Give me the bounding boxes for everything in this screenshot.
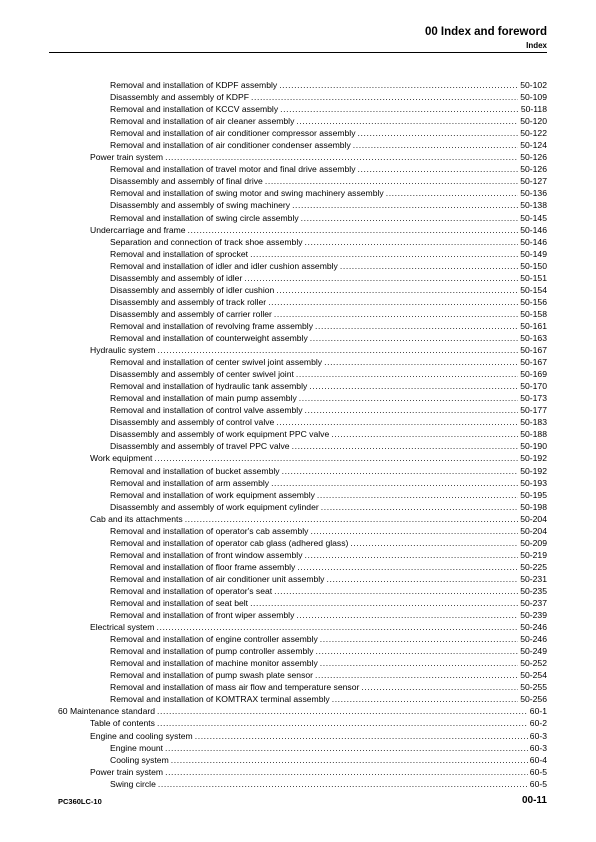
toc-leader-dots [188,224,519,236]
toc-entry-title: Removal and installation of KDPF assembly [110,80,278,90]
toc-entry-page: 50-136 [520,188,547,199]
toc-entry-title: Removal and installation of floor frame assembly [110,561,296,572]
toc-entry-title: 60 Maintenance standard [58,706,155,717]
toc-entry-title: Removal and installation of front wiper assembly [110,610,295,621]
toc-leader-dots [321,501,519,513]
toc-entry [58,212,547,224]
toc-entry-title: Removal and installation of center swivel joint assembly [110,357,323,368]
toc-entry [58,224,547,236]
toc-entry-title: Swing circle [110,778,156,789]
section-title: 00 Index and foreword [424,26,547,38]
toc-entry-title: Power train system [90,152,164,163]
toc-entry [58,248,547,260]
toc-entry-page: 50-255 [520,682,547,693]
toc-entry-page: 50-183 [520,417,547,428]
toc-entry [58,597,547,609]
toc-entry-title: Removal and installation of KOMTRAX terminal assembly [110,694,330,705]
toc-leader-dots [305,236,519,248]
toc-leader-dots [310,525,518,537]
toc-entry-page: 50-146 [520,236,547,247]
toc-entry-title: Electrical system [90,622,155,633]
toc-leader-dots [157,717,528,729]
toc-entry-page: 50-158 [520,308,547,319]
toc-entry-page: 50-193 [520,477,547,488]
toc-leader-dots [331,428,518,440]
toc-entry-page: 50-167 [520,345,547,356]
toc-entry-page: 50-145 [520,212,547,223]
toc-entry-title: Removal and installation of air cleaner assembly [110,116,295,127]
toc-entry [58,332,547,344]
toc-leader-dots [315,669,518,681]
toc-leader-dots [165,766,528,778]
toc-leader-dots [358,127,519,139]
toc-entry [58,766,547,778]
toc-entry-page: 50-252 [520,658,547,669]
toc-leader-dots [296,609,518,621]
toc-entry-title: Removal and installation of pump swash plate sensor [110,670,314,681]
toc-entry-page: 50-195 [520,489,547,500]
toc-entry-title: Removal and installation of air conditioner compressor assembly [110,128,356,139]
toc-entry-page: 60-5 [529,778,547,789]
toc-entry-page: 50-209 [520,537,547,548]
toc-entry-title: Separation and connection of track shoe assembly [110,236,303,247]
toc-entry-title: Removal and installation of hydraulic tank assembly [110,381,308,392]
toc-entry-title: Removal and installation of KCCV assembly [110,104,279,115]
toc-leader-dots [156,621,518,633]
toc-entry-title: Removal and installation of idler and idler cushion assembly [110,260,338,271]
toc-leader-dots [157,344,518,356]
toc-leader-dots [296,368,518,380]
toc-entry [58,404,547,416]
toc-entry-title: Disassembly and assembly of swing machinery [110,200,291,211]
toc-entry [58,549,547,561]
toc-entry-title: Removal and installation of swing motor and swing machinery assembly [110,188,384,199]
toc-entry [58,513,547,525]
toc-entry [58,368,547,380]
toc-leader-dots [274,585,518,597]
toc-entry-title: Disassembly and assembly of work equipment PPC valve [110,429,330,440]
toc-entry-page: 50-151 [520,272,547,283]
toc-entry-title: Removal and installation of seat belt [110,598,249,609]
toc-leader-dots [154,452,518,464]
toc-entry-title: Disassembly and assembly of idler cushion [110,284,275,295]
toc-entry [58,151,547,163]
toc-entry-page: 50-173 [520,393,547,404]
toc-leader-dots [324,356,518,368]
toc-leader-dots [326,573,518,585]
toc-entry-title: Hydraulic system [90,345,156,356]
toc-entry [58,717,547,729]
toc-leader-dots [310,332,518,344]
toc-entry [58,440,547,452]
toc-entry [58,308,547,320]
toc-entry-title: Disassembly and assembly of final drive [110,176,263,187]
toc-leader-dots [320,633,518,645]
toc-entry-page: 50-192 [520,453,547,464]
toc-entry-title: Removal and installation of counterweight assembly [110,332,308,343]
toc-leader-dots [279,79,518,91]
toc-entry-title: Undercarriage and frame [90,224,186,235]
toc-entry [58,260,547,272]
toc-entry-title: Removal and installation of bucket assembly [110,465,280,476]
toc-leader-dots [305,549,519,561]
toc-entry [58,525,547,537]
toc-entry-page: 50-161 [520,320,547,331]
toc-entry-page: 50-109 [520,92,547,103]
toc-entry-page: 50-219 [520,549,547,560]
toc-entry [58,79,547,91]
toc-leader-dots [165,151,518,163]
footer-page-number: 00-11 [521,795,547,806]
toc-entry-page: 50-149 [520,248,547,259]
toc-entry-title: Removal and installation of mass air flow and temperature sensor [110,682,360,693]
toc-entry-title: Disassembly and assembly of idler [110,272,243,283]
toc-entry [58,175,547,187]
toc-leader-dots [316,645,519,657]
toc-entry-page: 50-127 [520,176,547,187]
toc-leader-dots [195,730,528,742]
toc-leader-dots [271,477,518,489]
toc-entry [58,236,547,248]
toc-entry-title: Removal and installation of arm assembly [110,477,270,488]
toc-entry-page: 50-239 [520,610,547,621]
toc-entry [58,573,547,585]
toc-entry [58,657,547,669]
toc-entry [58,103,547,115]
toc-entry [58,669,547,681]
toc-entry [58,621,547,633]
toc-leader-dots [340,260,518,272]
toc-leader-dots [301,212,519,224]
toc-entry-page: 50-120 [520,116,547,127]
toc-entry-page: 50-126 [520,164,547,175]
toc-entry-page: 60-4 [529,754,547,765]
toc-entry-title: Cab and its attachments [90,513,183,524]
toc-entry-title: Removal and installation of revolving frame assembly [110,320,314,331]
table-of-contents [58,79,547,790]
toc-leader-dots [353,139,518,151]
toc-leader-dots [320,657,518,669]
toc-entry [58,778,547,790]
toc-leader-dots [292,440,519,452]
toc-entry-title: Engine mount [110,742,164,753]
toc-leader-dots [165,742,528,754]
toc-entry-title: Disassembly and assembly of work equipment cylinder [110,501,319,512]
toc-entry-title: Removal and installation of sprocket [110,248,249,259]
toc-entry [58,742,547,754]
toc-entry [58,356,547,368]
toc-entry-title: Engine and cooling system [90,730,193,741]
toc-entry [58,633,547,645]
toc-entry-title: Removal and installation of machine monitor assembly [110,658,318,669]
toc-entry-title: Work equipment [90,453,153,464]
toc-entry-page: 50-102 [520,80,547,90]
toc-leader-dots [250,597,518,609]
toc-entry-page: 50-190 [520,441,547,452]
toc-entry-page: 50-177 [520,405,547,416]
toc-entry-title: Disassembly and assembly of KDPF [110,92,249,103]
toc-entry [58,501,547,513]
toc-entry-page: 50-150 [520,260,547,271]
toc-leader-dots [292,199,518,211]
toc-entry-title: Removal and installation of main pump assembly [110,393,297,404]
toc-entry-page: 50-167 [520,357,547,368]
toc-entry [58,91,547,103]
toc-entry [58,730,547,742]
toc-entry [58,465,547,477]
toc-leader-dots [361,681,518,693]
toc-entry-page: 60-3 [529,742,547,753]
toc-leader-dots [157,705,528,717]
toc-leader-dots [350,537,518,549]
toc-entry-page: 50-188 [520,429,547,440]
toc-entry-title: Removal and installation of operator's seat [110,585,273,596]
toc-leader-dots [265,175,518,187]
toc-leader-dots [268,296,518,308]
toc-leader-dots [315,320,518,332]
toc-entry-page: 50-246 [520,634,547,645]
toc-entry [58,428,547,440]
toc-leader-dots [185,513,519,525]
toc-entry-title: Removal and installation of pump controller assembly [110,646,314,657]
toc-entry-page: 50-126 [520,152,547,163]
toc-entry-page: 50-122 [520,128,547,139]
toc-entry-page: 50-138 [520,200,547,211]
toc-entry [58,272,547,284]
toc-entry-page: 60-1 [529,706,547,717]
toc-entry-page: 60-3 [529,730,547,741]
toc-entry [58,187,547,199]
toc-entry-page: 50-254 [520,670,547,681]
toc-entry [58,139,547,151]
toc-entry [58,452,547,464]
toc-leader-dots [309,380,518,392]
toc-entry [58,127,547,139]
footer-model: PC360LC-10 [58,797,102,806]
toc-entry-title: Removal and installation of engine controller assembly [110,634,318,645]
toc-entry [58,561,547,573]
toc-entry-title: Disassembly and assembly of track roller [110,296,267,307]
toc-leader-dots [332,693,519,705]
toc-leader-dots [276,416,518,428]
toc-entry-page: 50-169 [520,369,547,380]
toc-entry-title: Removal and installation of air conditioner condenser assembly [110,140,351,151]
toc-entry-page: 50-118 [520,104,547,115]
toc-entry-page: 50-256 [520,694,547,705]
toc-leader-dots [158,778,528,790]
toc-leader-dots [280,103,519,115]
toc-leader-dots [244,272,518,284]
toc-entry [58,705,547,717]
toc-entry-page: 50-170 [520,381,547,392]
toc-leader-dots [282,465,519,477]
toc-leader-dots [171,754,528,766]
toc-leader-dots [297,561,518,573]
toc-entry [58,681,547,693]
toc-entry [58,199,547,211]
toc-entry-page: 50-156 [520,296,547,307]
toc-entry [58,416,547,428]
toc-leader-dots [296,115,518,127]
toc-entry-page: 50-163 [520,332,547,343]
toc-entry-title: Disassembly and assembly of travel PPC valve [110,441,290,452]
toc-entry-title: Removal and installation of swing circle assembly [110,212,299,223]
toc-entry-page: 50-231 [520,573,547,584]
toc-entry-page: 50-154 [520,284,547,295]
toc-entry-page: 60-5 [529,766,547,777]
toc-leader-dots [358,163,519,175]
toc-entry-page: 50-237 [520,598,547,609]
toc-entry-title: Removal and installation of control valve assembly [110,405,303,416]
header-divider [49,52,547,53]
toc-entry-page: 50-225 [520,561,547,572]
toc-entry [58,163,547,175]
toc-entry-page: 60-2 [529,718,547,729]
toc-entry [58,284,547,296]
toc-entry-page: 50-204 [520,525,547,536]
toc-entry [58,645,547,657]
toc-entry [58,585,547,597]
toc-entry-title: Removal and installation of front window assembly [110,549,303,560]
toc-entry-page: 50-249 [520,646,547,657]
toc-entry-page: 50-124 [520,140,547,151]
toc-entry-title: Removal and installation of operator cab glass (adhered glass) [110,537,349,548]
toc-leader-dots [317,489,518,501]
toc-entry-title: Disassembly and assembly of center swivel joint [110,369,294,380]
toc-leader-dots [276,284,518,296]
toc-entry-page: 50-198 [520,501,547,512]
toc-entry [58,693,547,705]
toc-entry-page: 50-235 [520,585,547,596]
toc-leader-dots [250,248,518,260]
toc-entry [58,115,547,127]
toc-entry-page: 50-246 [520,622,547,633]
toc-entry-page: 50-192 [520,465,547,476]
toc-leader-dots [305,404,519,416]
toc-entry-title: Cooling system [110,754,169,765]
toc-entry [58,609,547,621]
toc-entry-title: Disassembly and assembly of control valve [110,417,275,428]
toc-entry-title: Power train system [90,766,164,777]
toc-leader-dots [386,187,519,199]
toc-leader-dots [274,308,518,320]
toc-entry [58,392,547,404]
toc-entry-title: Removal and installation of operator's cab assembly [110,525,309,536]
toc-leader-dots [251,91,518,103]
toc-entry-page: 50-204 [520,513,547,524]
toc-entry-title: Removal and installation of travel motor and final drive assembly [110,164,356,175]
toc-entry-title: Removal and installation of work equipment assembly [110,489,315,500]
toc-entry [58,380,547,392]
toc-entry-page: 50-146 [520,224,547,235]
toc-entry [58,477,547,489]
toc-entry-title: Table of contents [90,718,155,729]
toc-entry [58,537,547,549]
section-subtitle: Index [526,41,547,50]
toc-entry [58,320,547,332]
toc-entry-title: Removal and installation of air conditioner unit assembly [110,573,325,584]
toc-entry [58,489,547,501]
toc-entry [58,296,547,308]
toc-leader-dots [299,392,518,404]
toc-entry-title: Disassembly and assembly of carrier roller [110,308,272,319]
toc-entry [58,754,547,766]
toc-entry [58,344,547,356]
